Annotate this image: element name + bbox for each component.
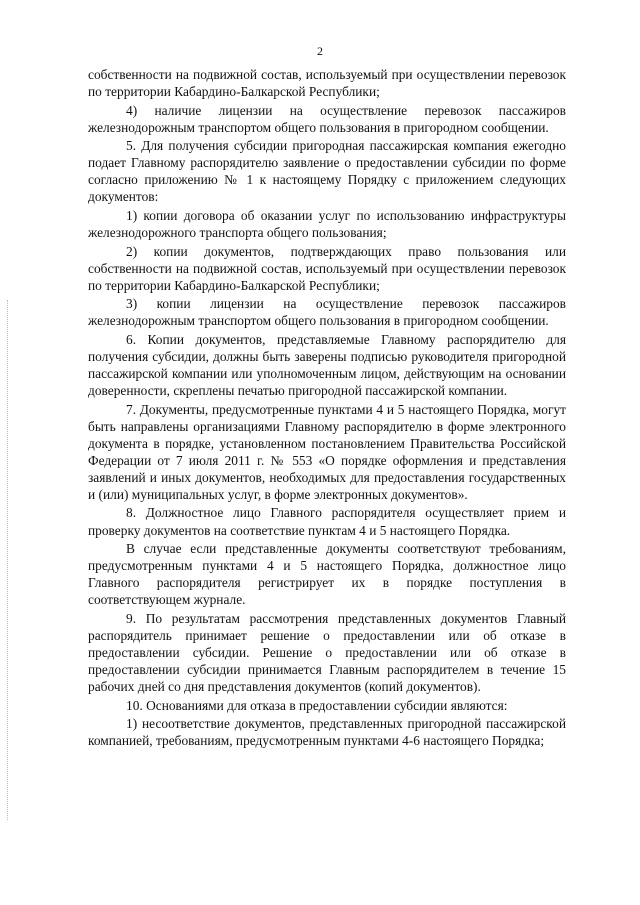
page-number: 2 (317, 44, 323, 58)
paragraph: 6. Копии документов, представляемые Главному распорядителю для получения субсидии, должны быть заверены подписью руководителя пригородной пассажирской компании или уполномоченным лицом, действующим на основании доверенности, скреплены печатью пригородной пассажирской компании. (88, 331, 566, 399)
paragraph: В случае если представленные документы соответствуют требованиям, предусмотренным пунктами 4 и 5 настоящего Порядка, должностное лицо Главного распорядителя регистрирует их в порядке поступления в соответствующем журнале. (88, 541, 566, 608)
paragraph: 2) копии документов, подтверждающих право пользования или собственности на подвижной состав, используемый при осуществлении перевозок по территории Кабардино-Балкарской Республики; (88, 243, 566, 293)
paragraph: 8. Должностное лицо Главного распорядителя осуществляет прием и проверку документов на соответствие пунктам 4 и 5 настоящего Порядка. (88, 505, 566, 538)
paragraph: 5. Для получения субсидии пригородная пассажирская компания ежегодно подает Главному распорядителю заявление о предоставлении субсидии по форме согласно приложению № 1 к настоящему Порядку с приложением следующих документов: (88, 138, 566, 205)
paragraph: собственности на подвижной состав, используемый при осуществлении перевозок по территории Кабардино-Балкарской Республики; (88, 67, 566, 100)
paragraph: 3) копии лицензии на осуществление перевозок пассажиров железнодорожным транспортом общего пользования в пригородном сообщении. (88, 296, 566, 329)
paragraph: 1) несоответствие документов, представленных пригородной пассажирской компанией, требованиям, предусмотренным пунктами 4-6 настоящего Порядка; (88, 716, 566, 749)
paragraph: 10. Основаниями для отказа в предоставлении субсидии являются: (126, 697, 508, 713)
paragraph: 1) копии договора об оказании услуг по использованию инфраструктуры железнодорожного транспорта общего пользования; (88, 207, 566, 241)
scan-margin-artifact (7, 300, 10, 820)
paragraph: 7. Документы, предусмотренные пунктами 4 и 5 настоящего Порядка, могут быть направлены организациями Главному распорядителю в форме электронного документа в порядке, установленном постановлением Правительства Российской Федерации от 7 июля 2011 г. № 553 «О порядке оформления и представления заявлений и иных документов, необходимых для предоставления государственных и (или) муниципальных услуг, в форме электронных документов». (88, 401, 566, 502)
paragraph: 9. По результатам рассмотрения представленных документов Главный распорядитель принимает решение о предоставлении или об отказе в предоставлении субсидии. Решение о предоставлении или об отказе в предоставлении субсидии принимается Главным распорядителем в течение 15 рабочих дней со дня представления документов (копий документов). (88, 610, 566, 695)
paragraph: 4) наличие лицензии на осуществление перевозок пассажиров железнодорожным транспортом общего пользования в пригородном сообщении. (88, 102, 566, 135)
document-body (88, 66, 566, 751)
